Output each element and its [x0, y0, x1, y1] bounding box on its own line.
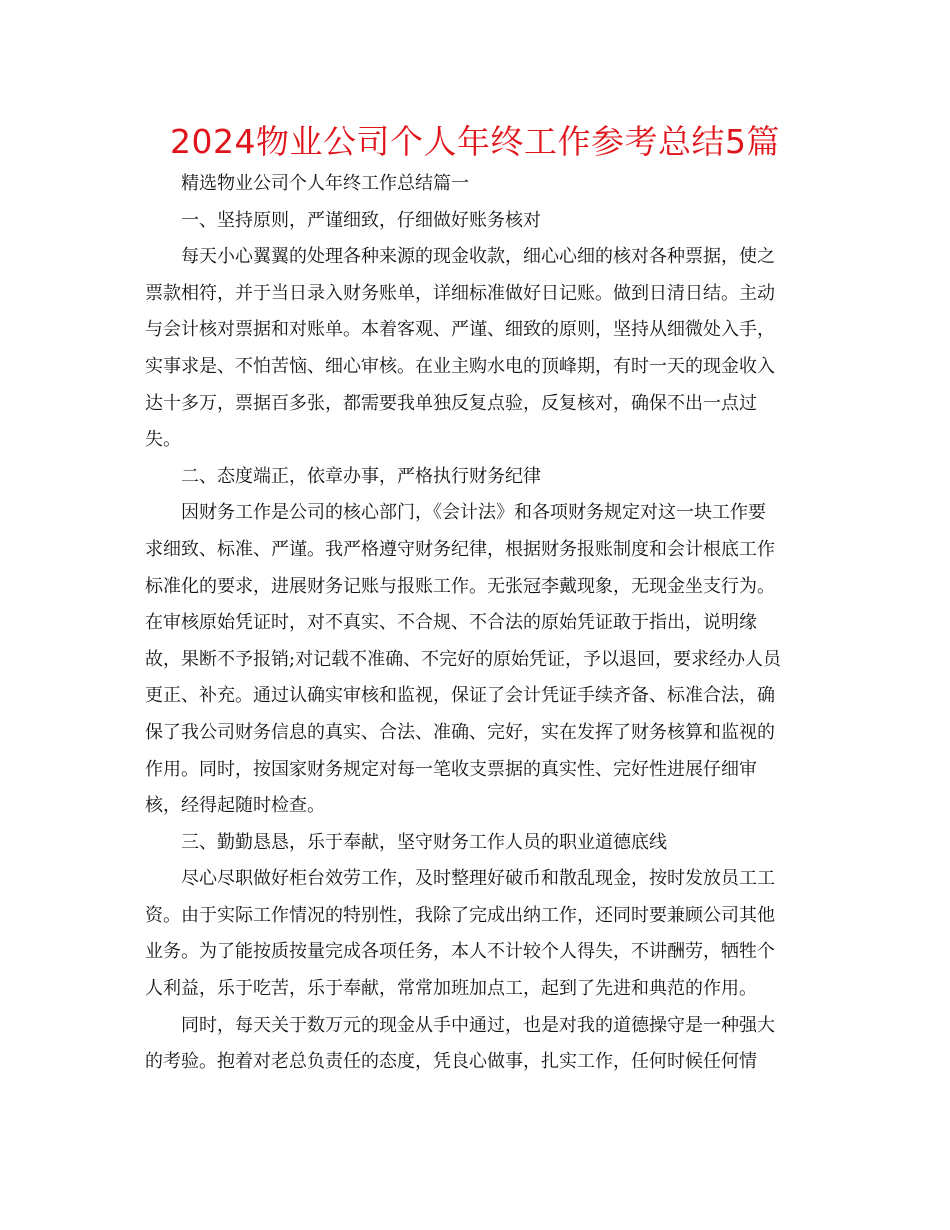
text-line: 核，经得起随时检查。 — [145, 795, 325, 817]
document-subtitle — [145, 166, 809, 203]
text-line: 一、坚持原则，严谨细致，仔细做好账务核对 — [181, 209, 541, 231]
text-line: 尽心尽职做好柜台效劳工作，及时整理好破币和散乱现金，按时发放员工工 — [181, 868, 775, 890]
text-line: 在审核原始凭证时，对不真实、不合规、不合法的原始凭证敢于指出，说明缘 — [145, 612, 757, 634]
text-line: 的考验。抱着对老总负责任的态度，凭良心做事，扎实工作，任何时候任何情 — [145, 1051, 757, 1073]
text-line: 二、态度端正，依章办事，严格执行财务纪律 — [181, 465, 541, 487]
document-title: 2024物业公司个人年终工作参考总结5篇 — [170, 122, 780, 161]
section-heading — [145, 825, 809, 862]
text-line: 同时，每天关于数万元的现金从手中通过，也是对我的道德操守是一种强大 — [181, 1014, 775, 1036]
text-line: 更正、补充。通过认确实审核和监视，保证了会计凭证手续齐备、标准合法，确 — [145, 685, 775, 707]
body-paragraph — [145, 1008, 809, 1081]
text-line: 实事求是、不怕苦恼、细心审核。在业主购水电的顶峰期，有时一天的现金收入 — [145, 355, 775, 377]
text-line: 失。 — [145, 429, 181, 451]
text-line: 人利益，乐于吃苦，乐于奉献，常常加班加点工，起到了先进和典范的作用。 — [145, 978, 757, 1000]
text-line: 达十多万，票据百多张，都需要我单独反复点验，反复核对，确保不出一点过 — [145, 392, 757, 414]
text-line: 与会计核对票据和对账单。本着客观、严谨、细致的原则，坚持从细微处入手， — [145, 319, 775, 341]
text-line: 作用。同时，按国家财务规定对每一笔收支票据的真实性、完好性进展仔细审 — [145, 758, 757, 780]
document-body — [145, 166, 809, 1081]
body-paragraph — [145, 239, 809, 459]
text-line: 因财务工作是公司的核心部门，《会计法》和各项财务规定对这一块工作要 — [181, 502, 766, 524]
section-heading — [145, 459, 809, 496]
text-line: 故，果断不予报销;对记载不准确、不完好的原始凭证，予以退回，要求经办人员 — [145, 648, 782, 670]
body-paragraph — [145, 861, 809, 1007]
text-line: 求细致、标准、严谨。我严格遵守财务纪律，根据财务报账制度和会计根底工作 — [145, 538, 775, 560]
body-paragraph — [145, 495, 809, 824]
text-line: 三、勤勤恳恳，乐于奉献，坚守财务工作人员的职业道德底线 — [181, 831, 667, 853]
text-line: 票款相符，并于当日录入财务账单，详细标准做好日记账。做到日清日结。主动 — [145, 282, 775, 304]
text-line: 每天小心翼翼的处理各种来源的现金收款，细心心细的核对各种票据，使之 — [181, 246, 775, 268]
section-heading — [145, 203, 809, 240]
text-line: 保了我公司财务信息的真实、合法、准确、完好，实在发挥了财务核算和监视的 — [145, 721, 775, 743]
text-line: 资。由于实际工作情况的特别性，我除了完成出纳工作，还同时要兼顾公司其他 — [145, 904, 775, 926]
text-line: 业务。为了能按质按量完成各项任务，本人不计较个人得失，不讲酬劳，牺牲个 — [145, 941, 775, 963]
text-line: 标准化的要求，进展财务记账与报账工作。无张冠李戴现象，无现金坐支行为。 — [145, 575, 775, 597]
text-line: 精选物业公司个人年终工作总结篇一 — [181, 173, 469, 194]
